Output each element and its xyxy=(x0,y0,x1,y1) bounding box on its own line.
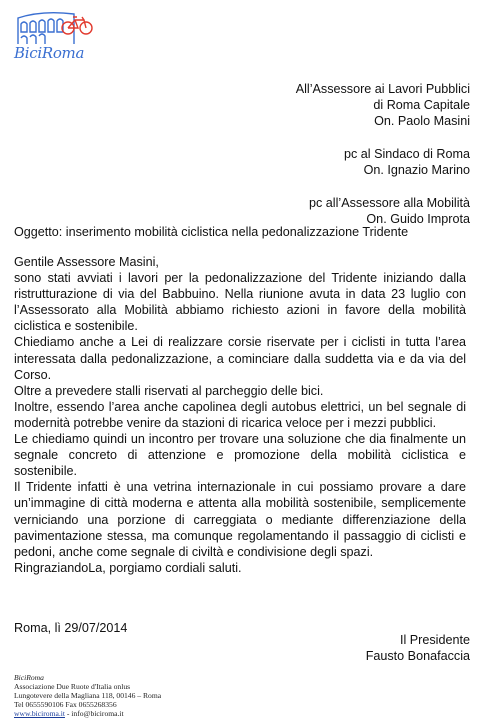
body-paragraph: Le chiediamo quindi un incontro per trovare una soluzione che dia finalmente un segnale concreto di attenzione e promozione della mobilità ciclistica e sostenibile. xyxy=(14,432,466,479)
recipient-line: di Roma Capitale xyxy=(373,98,470,113)
recipient-sindaco xyxy=(170,146,470,178)
recipient-line: On. Paolo Masini xyxy=(374,114,470,129)
recipient-line: On. Guido Improta xyxy=(366,212,470,227)
recipient-assessore-lavori-pubblici xyxy=(170,81,470,130)
place-date: Roma, lì 29/07/2014 xyxy=(14,621,128,635)
footer-line: Lungotevere della Magliana 118, 00146 – Roma xyxy=(14,690,162,700)
recipient-assessore-mobilita xyxy=(170,195,470,227)
body-paragraph: Inoltre, essendo l’area anche capolinea degli autobus elettrici, un bel segnale di modernità potrebbe venire da stazioni di ricarica veloce per i mezzi pubblici. xyxy=(14,399,466,430)
recipient-line: On. Ignazio Marino xyxy=(363,163,470,178)
salutation: Gentile Assessore Masini, xyxy=(14,255,159,269)
body-paragraph: Il Tridente infatti è una vetrina internazionale in cui possiamo provare a dare un’immagine di città moderna e attenta alla mobilità sostenibile, semplicemente verniciando una porzione di carreggiata o mediante differenziazione della pavimentazione stessa, ma comunque regolamentando il passaggio di ciclisti e pedoni, anche come segnale di civiltà e condivisione degli spazi. xyxy=(14,480,466,559)
contact-separator: - xyxy=(64,708,72,718)
email-address[interactable]: info@biciroma.it xyxy=(71,708,124,718)
signature-name: Fausto Bonafaccia xyxy=(365,649,470,663)
footer-brand: BiciRoma xyxy=(14,673,44,682)
letter-subject: Oggetto: inserimento mobilità ciclistica nella pedonalizzazione Tridente xyxy=(14,225,409,239)
footer-contacts xyxy=(14,710,161,719)
footer-line: Associazione Due Ruote d'Italia onlus xyxy=(14,681,131,691)
recipient-line: All’Assessore ai Lavori Pubblici xyxy=(295,82,470,96)
recipient-line: pc al Sindaco di Roma xyxy=(343,147,470,162)
recipients-block xyxy=(170,81,470,227)
website-link[interactable]: www.biciroma.it xyxy=(14,708,65,718)
body-paragraph: Oltre a prevedere stalli riservati al parcheggio delle bici. xyxy=(14,383,324,398)
biciroma-logo xyxy=(12,6,94,64)
recipient-line: pc all’Assessore alla Mobilità xyxy=(309,196,470,211)
letterhead-footer xyxy=(14,674,161,719)
body-paragraph: Chiediamo anche a Lei di realizzare corsie riservate per i ciclisti in tutta l’area interessata dalla pedonalizzazione, a cominciare dalla suddetta via e da via del Corso. xyxy=(14,335,466,382)
letter-body xyxy=(14,254,466,576)
body-paragraph: RingraziandoLa, porgiamo cordiali saluti. xyxy=(14,560,242,575)
logo-text: BiciRoma xyxy=(14,44,85,62)
footer-line: Tel 0655590106 Fax 0655268356 xyxy=(14,699,117,709)
signature-block xyxy=(366,632,470,664)
body-paragraph: sono stati avviati i lavori per la pedonalizzazione del Tridente iniziando dalla ristrutturazione di via del Babbuino. Nella riunione avuta in data 23 luglio con l’Assessorato alla Mobilità abbiamo richiesto azioni in favore della mobilità ciclistica e sostenibile. xyxy=(14,271,466,334)
signature-role: Il Presidente xyxy=(399,633,470,647)
